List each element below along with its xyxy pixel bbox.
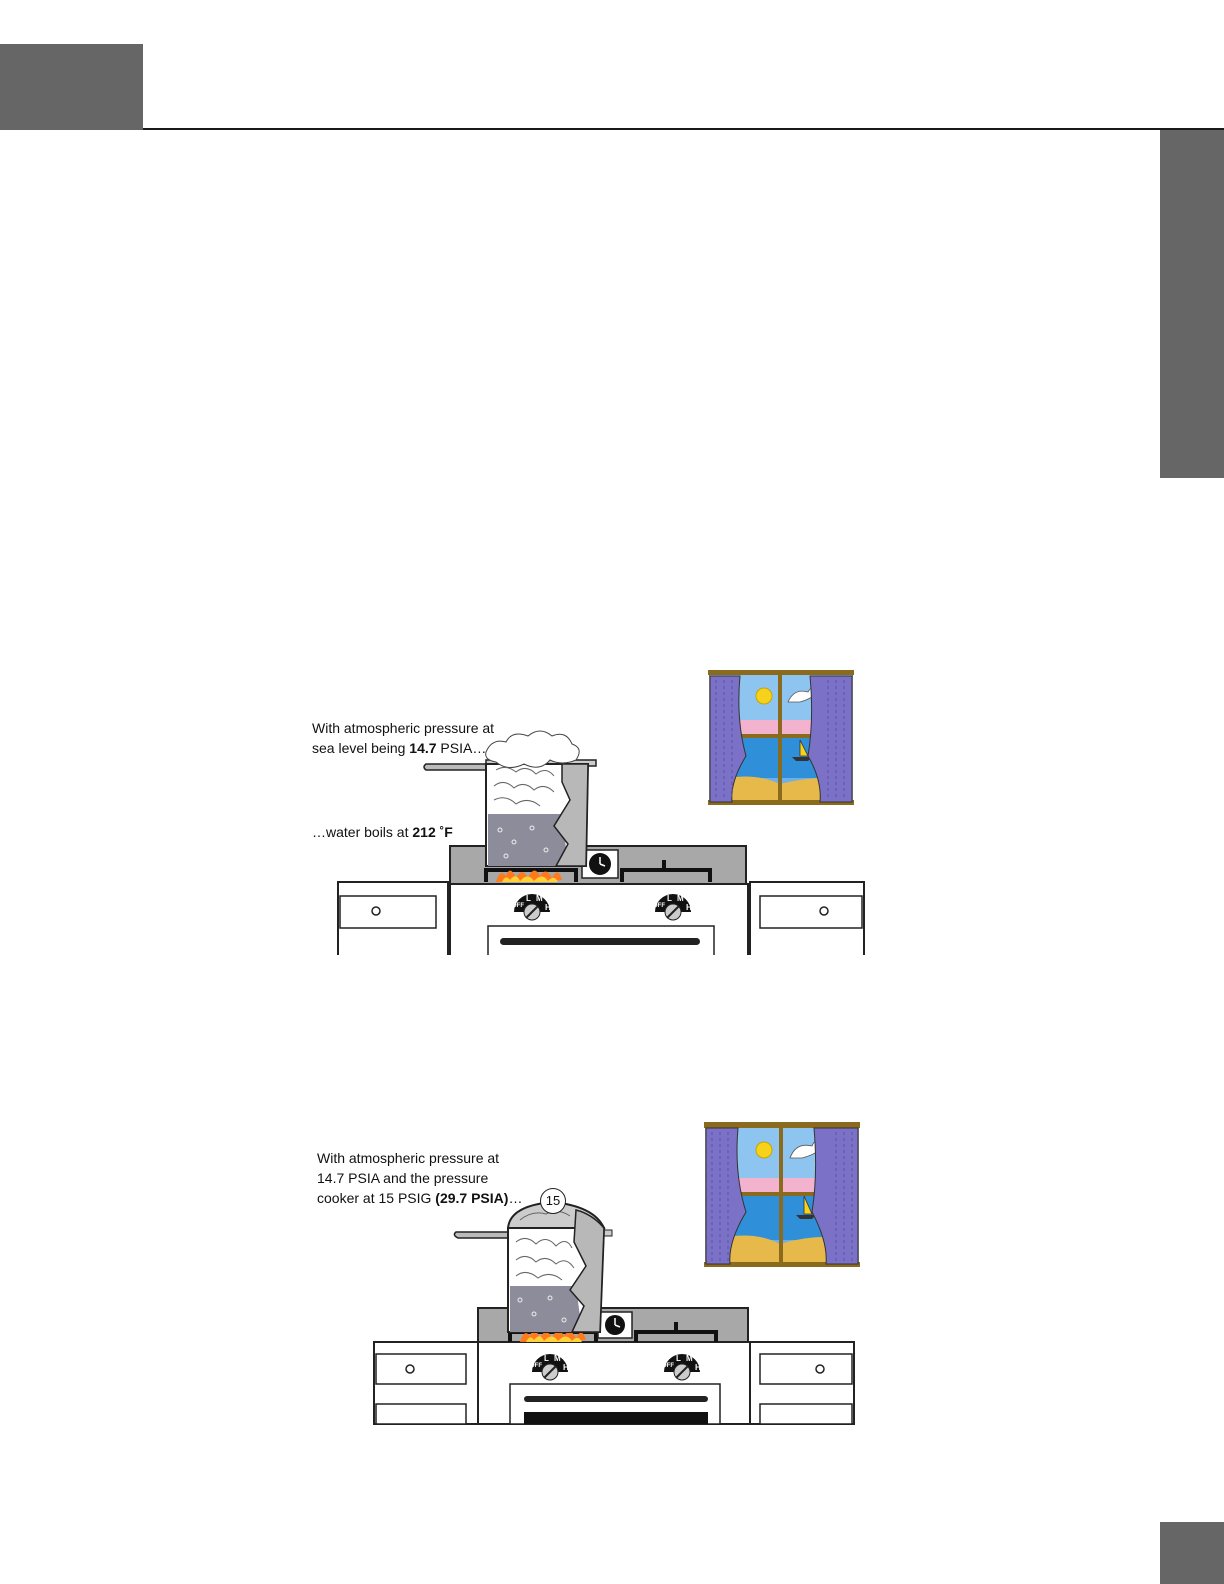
page-corner-tab — [1160, 1522, 1224, 1584]
knob-label-off: OFF — [530, 1363, 542, 1369]
window-scene — [708, 670, 854, 805]
caption-text: PSIA… — [436, 740, 487, 756]
side-tab — [1160, 130, 1224, 478]
window-scene — [704, 1122, 860, 1267]
figure2-caption-line3 — [317, 1188, 522, 1208]
pressure-gauge — [540, 1188, 566, 1214]
knob-label-medium: M — [536, 894, 543, 903]
caption-text: sea level being — [312, 740, 410, 756]
caption-text: …water boils at — [312, 824, 413, 840]
knob-label-low: L — [676, 1354, 681, 1363]
knob-label-medium: M — [677, 894, 684, 903]
figure1-caption-top — [312, 718, 494, 758]
header-tab — [0, 44, 143, 130]
knob-label-off: OFF — [512, 903, 524, 909]
figure1-knob-labels-left — [512, 893, 556, 913]
pressure-value: 14.7 — [409, 740, 437, 756]
figure1-caption-line1: With atmospheric pressure at — [312, 720, 495, 736]
knob-label-high: H — [563, 1363, 569, 1372]
knob-label-low: L — [667, 894, 672, 903]
figure1-illustration — [300, 660, 880, 955]
knob-label-medium: M — [686, 1354, 693, 1363]
absolute-pressure-value: (29.7 PSIA) — [435, 1190, 509, 1206]
figure2-caption — [317, 1148, 522, 1208]
figure2-caption-line1: With atmospheric pressure at — [317, 1150, 500, 1166]
knob-label-off: OFF — [653, 903, 665, 909]
knob-label-high: H — [686, 903, 692, 912]
figure2-knob-labels-left — [530, 1353, 574, 1373]
knob-label-high: H — [695, 1363, 701, 1372]
caption-text: cooker at 15 PSIG — [317, 1190, 436, 1206]
figure1-caption-line2 — [312, 738, 494, 758]
figure2-knob-labels-right — [662, 1353, 706, 1373]
header-rule — [143, 128, 1224, 130]
boiling-temperature: 212 ˚F — [412, 824, 453, 840]
knob-label-off: OFF — [662, 1363, 674, 1369]
figure-boiling-open-pot — [300, 660, 880, 955]
figure1-caption-bottom — [312, 822, 453, 842]
knob-label-high: H — [545, 903, 551, 912]
knob-label-low: L — [526, 894, 531, 903]
knob-label-medium: M — [554, 1354, 561, 1363]
caption-text: … — [508, 1190, 523, 1206]
knob-label-low: L — [544, 1354, 549, 1363]
figure2-caption-line2: 14.7 PSIA and the pressure — [317, 1170, 489, 1186]
figure1-knob-labels-right — [653, 893, 697, 913]
gauge-value: 15 — [545, 1193, 561, 1208]
